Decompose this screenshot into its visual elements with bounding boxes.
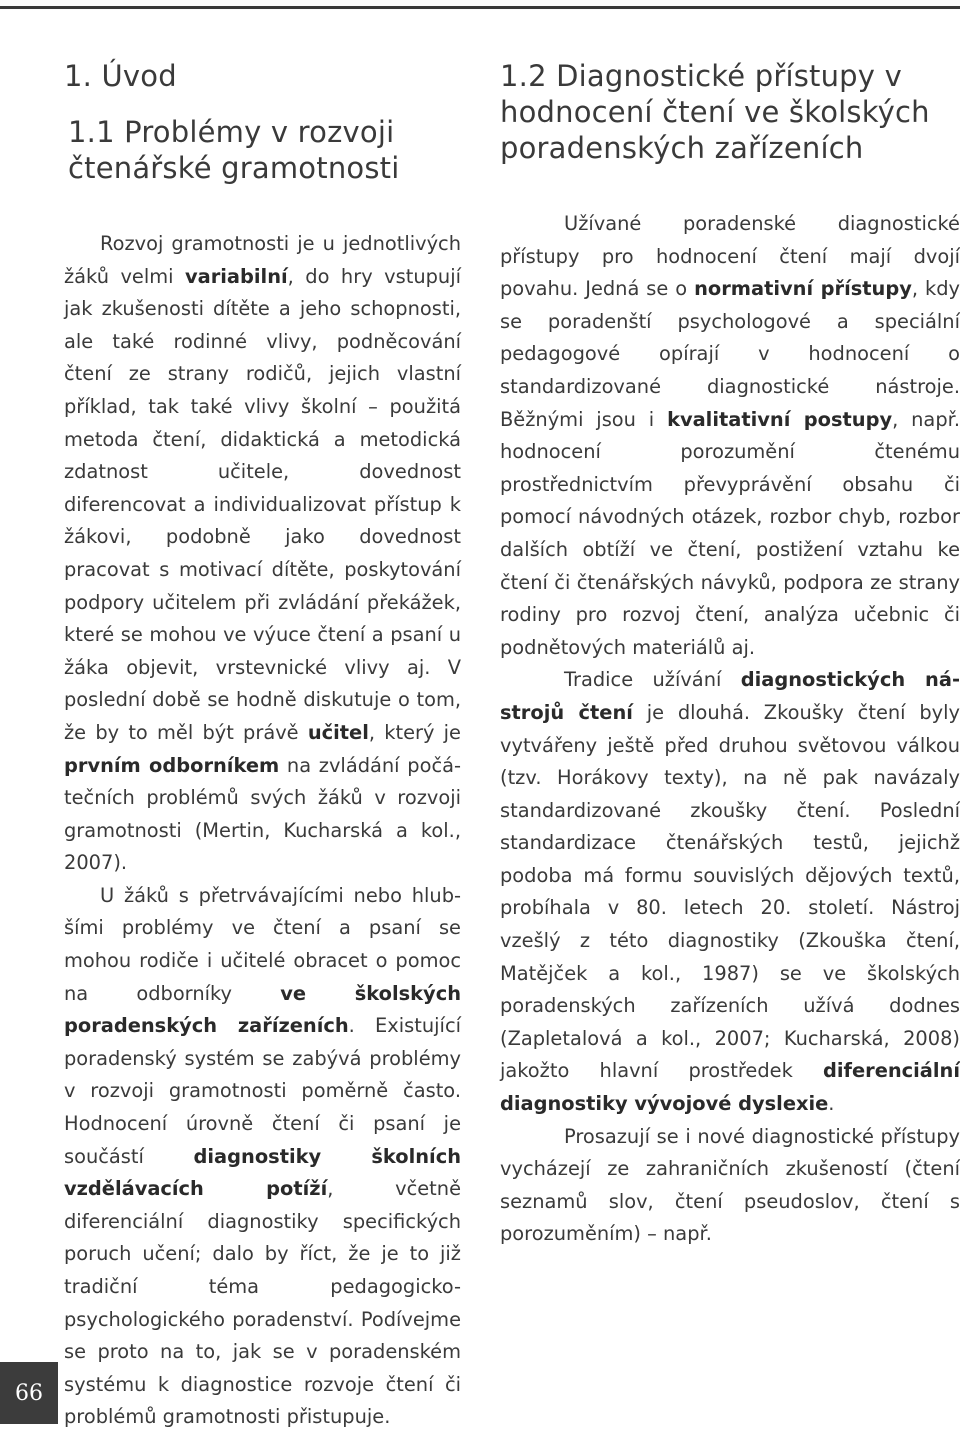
bold-text: ve školských poradenských zařízeních — [64, 981, 461, 1038]
page-number: 66 — [15, 1380, 43, 1406]
bold-text: normativní přístupy — [694, 277, 912, 301]
section-1-2-title: 1.2 Diagnostické přístupy v hodnocení čtení ve školských poradenských zařízeních — [500, 59, 930, 165]
section-1-2-paragraph-1 — [500, 208, 960, 664]
text-run: je dlouhá. Zkoušky čtení byly vytvářeny ještě před druhou světovou válkou (tzv. Horákovy texty), na ně pak navázaly standardizované zkoušky čtení. Poslední standardizace čtenářských testů, jejichž podoba má formu souvislých dějových textů, probíhala v 80. letech 20. století. Nástroj vzešlý z této diagnostiky (Zkouška čtení, Matějček a kol., 1987) se ve školských poradenských zařízeních užívá dodnes (Zapletalová a kol., 2007; Kucharská, 2008) jakožto hlavní prostředek — [500, 700, 960, 1083]
bold-text: variabilní — [185, 264, 288, 288]
page-number-badge — [0, 1362, 58, 1424]
bold-text: prvním odborníkem — [64, 753, 280, 777]
top-rule — [0, 6, 960, 9]
section-1-1-paragraph-2 — [64, 880, 461, 1434]
text-run: , včetně diferenciální diagnostiky specifických poruch učení; dalo by říct, že je to již tradiční téma pedagogicko-psychologického poradenství. Podívejme se proto na to, jak se v poradenském systému k diagnostice rozvoje čtení či problémů gramotnosti přistupuje. — [64, 1177, 461, 1429]
section-1-1-paragraph-1 — [64, 228, 461, 880]
text-run: U žáků s přetrvávajícími nebo hlubšími problémy ve čtení a psaní se mohou rodiče i učitelé obracet o pomoc na odborníky — [64, 883, 461, 1005]
left-column — [64, 58, 461, 1434]
section-1-1-title: 1.1 Problémy v rozvoji čtenářské gramotnosti — [68, 115, 400, 185]
section-1-2-paragraph-2 — [500, 664, 960, 1120]
text-run: , který je — [368, 720, 461, 744]
section-1-2-paragraph-3 — [500, 1121, 960, 1251]
text-run: Tradice užívání — [564, 668, 741, 692]
right-column — [500, 58, 960, 1251]
text-run: na zvládání počátečních problémů svých žáků v rozvoji gramotnosti (Mertin, Kucharská a kol., 2007). — [64, 753, 461, 875]
text-run: . — [828, 1092, 835, 1116]
bold-text: diagnostických nástrojů čtení — [500, 668, 960, 724]
bold-text: kvalitativní postupy — [667, 407, 893, 431]
text-run: Prosazují se i nové diagnostické přístupy vycházejí ze zahraničních zkušeností (čtení seznamů slov, čtení pseudoslov, čtení s porozuměním) – např. — [500, 1124, 960, 1246]
text-run: . Existující poradenský systém se zabývá problémy v rozvoji gramotnosti poměrně často. Hodnocení úrovně čtení či psaní je součástí — [64, 1014, 461, 1168]
text-run: Užívané poradenské diagnostické přístupy pro hodnocení čtení mají dvojí povahu. Jedná se o — [500, 212, 960, 301]
chapter-title: 1. Úvod — [64, 59, 177, 93]
bold-text: diagnostiky školních vzdělávacích potíží — [64, 1144, 461, 1201]
text-run: Rozvoj gramotnosti je u jednotlivých žáků velmi — [64, 232, 461, 288]
text-run: , kdy se poradenští psychologové a speciální pedagogové opírají v hodnocení o standardizované diagnostické nástroje. Běžnými jsou i — [500, 277, 960, 431]
bold-text: učitel — [307, 720, 369, 744]
text-run: , do hry vstupují jak zkušenosti dítěte a jeho schopnosti, ale také rodinné vlivy, podněcování čtení ze strany rodičů, jejich vlastní příklad, tak také vlivy školní – použitá metoda čtení, didaktická a metodická zdatnost učitele, dovednost diferencovat a individualizovat přístup k žákovi, podobně jako dovednost pracovat s motivací dítěte, poskytování podpory učitelem při zvládání překážek, které se mohou ve výuce čtení a psaní u žáka objevit, vrstevnické vlivy aj. V poslední době se hodně diskutuje o tom, že by to měl být právě — [64, 264, 461, 744]
text-run: , např. hodnocení porozumění čtenému prostřednictvím převyprávění obsahu či pomocí návodných otázek, rozbor chyb, rozbor dalších obtíží ve čtení, postižení vztahu ke čtení či čtenářských návyků, podpora ze strany rodiny pro rozvoj čtení, analýza učebnic či podnětových materiálů aj. — [500, 407, 960, 659]
bold-text: diferenciální diagnostiky vývojové dyslexie — [500, 1059, 960, 1116]
